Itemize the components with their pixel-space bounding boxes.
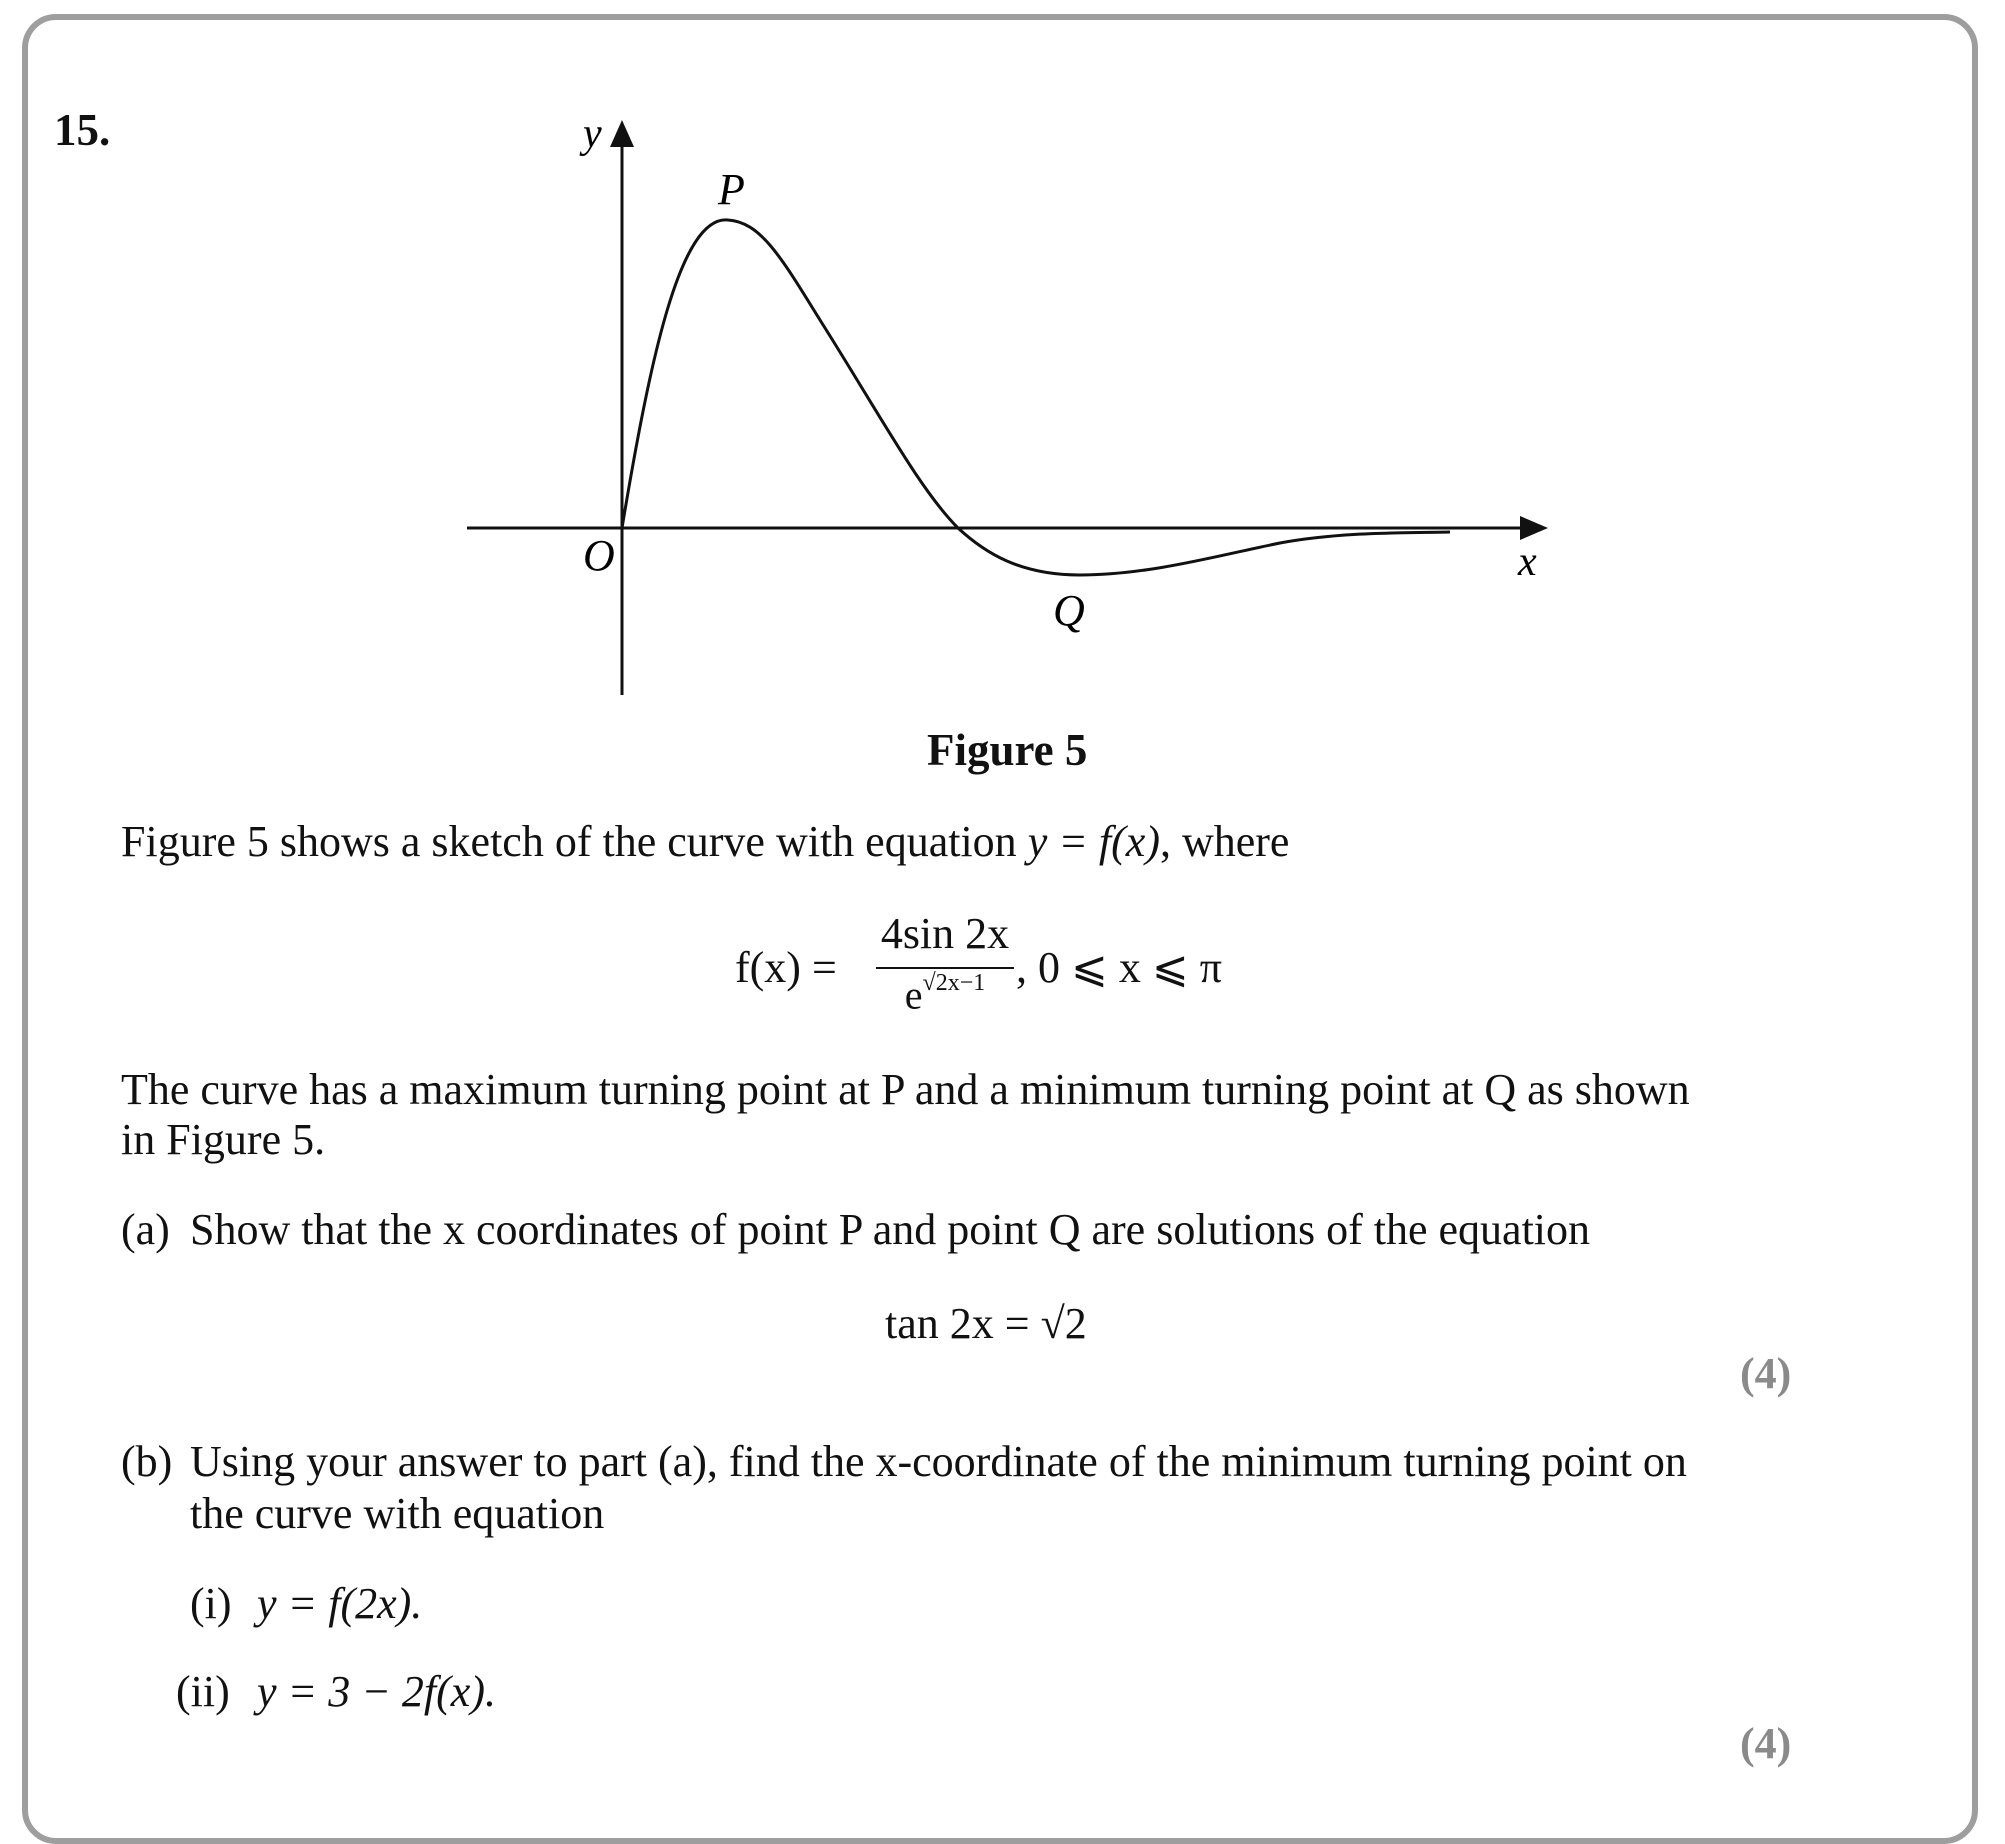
part-b-marks: (4): [1740, 1719, 1792, 1768]
curve-path: [622, 220, 1450, 575]
fx-denominator-base: e: [904, 972, 923, 1018]
turning-text-2: in Figure 5.: [121, 1115, 326, 1164]
axis-x-label: x: [1518, 539, 1537, 585]
point-q-label: Q: [1053, 586, 1085, 635]
intro-line: [121, 817, 1290, 866]
part-b-ii-equation: y = 3 − 2f(x).: [257, 1667, 496, 1716]
origin-label: O: [583, 531, 615, 580]
turning-text-1: The curve has a maximum turning point at P and a minimum turning point at Q as shown: [121, 1065, 1690, 1114]
fraction-bar: [876, 967, 1014, 969]
part-a-label: (a): [121, 1205, 170, 1254]
figure-caption: Figure 5: [927, 725, 1088, 775]
question-number: 15.: [54, 105, 111, 155]
fx-denominator-exponent: √2x−1: [922, 970, 986, 996]
point-p-label: P: [718, 165, 745, 214]
fx-lhs: f(x) =: [735, 943, 837, 992]
fx-numerator: 4sin 2x: [880, 909, 1010, 958]
x-axis-arrow: [1520, 516, 1548, 540]
fx-fraction: [876, 908, 1014, 1018]
fx-denominator: [876, 970, 1014, 1018]
y-axis-arrow: [610, 120, 634, 147]
part-a-marks: (4): [1740, 1349, 1792, 1398]
intro-suffix: , where: [1159, 817, 1290, 866]
part-b-i-label: (i): [190, 1579, 232, 1628]
part-b-label: (b): [121, 1437, 173, 1486]
part-b-ii-label: (ii): [176, 1667, 230, 1716]
fx-domain: , 0 ⩽ x ⩽ π: [1016, 943, 1222, 992]
intro-text: Figure 5 shows a sketch of the curve with equation: [121, 817, 1028, 866]
part-a-text: Show that the x coordinates of point P and point Q are solutions of the equation: [190, 1205, 1591, 1254]
axis-y-label: y: [583, 111, 602, 157]
part-b-text-1: Using your answer to part (a), find the x-coordinate of the minimum turning point on: [190, 1437, 1687, 1486]
part-b-text-2: the curve with equation: [190, 1489, 605, 1538]
part-b-i-equation: y = f(2x).: [257, 1579, 423, 1628]
part-a-equation: tan 2x = √2: [885, 1299, 1087, 1348]
intro-equation: y = f(x): [1027, 817, 1160, 866]
